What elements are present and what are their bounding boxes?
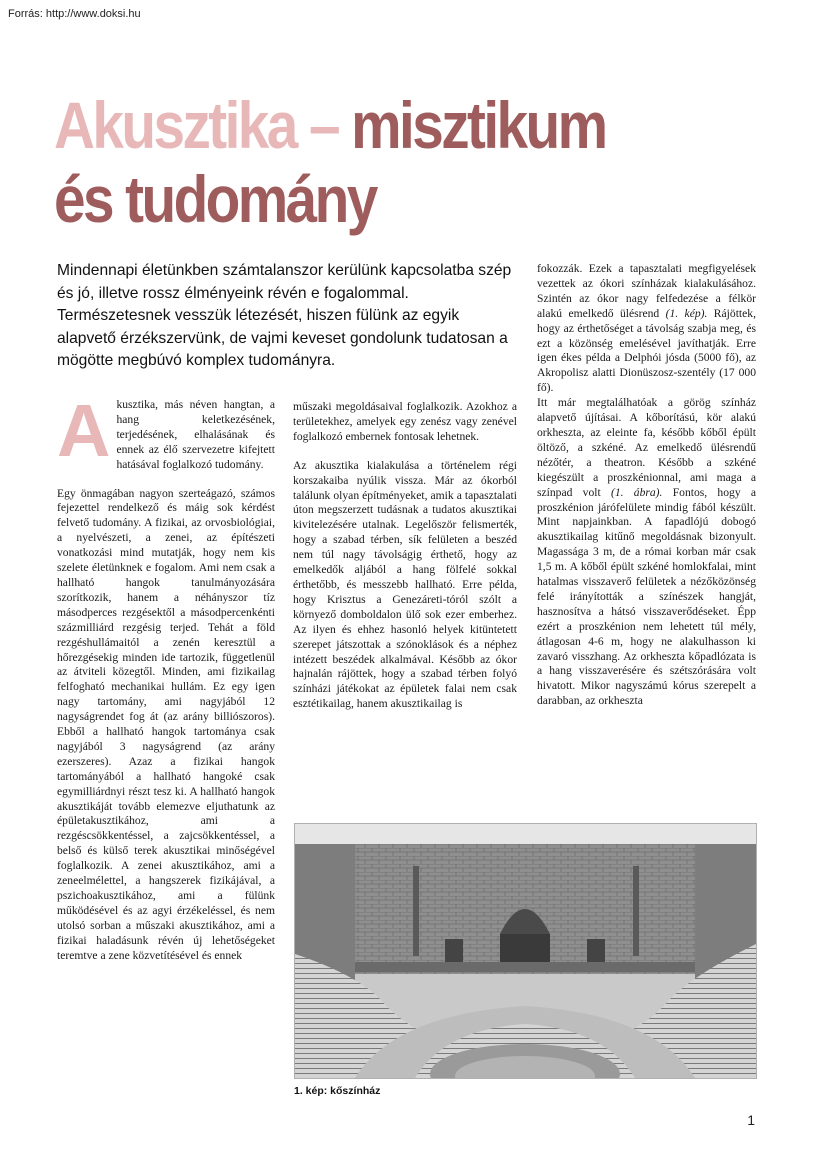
- drop-cap: A: [57, 389, 111, 472]
- title-line-2: és tudomány: [54, 162, 376, 236]
- theatre-photo: [294, 823, 757, 1079]
- source-credit: Forrás: http://www.doksi.hu: [8, 8, 141, 20]
- col2-paragraph-2: Az akusztika kialakulása a történelem régi korszakaiba nyúlik vissza. Már az ókorból találunk olyan építményeket, amik a tapasztalati úton megszerzett tudásnak a tudatos akusztikai kivitelezésére utalnak. Legelőször felismerték, hogy a szabad térben, sík felületen a beszéd nem túl nagy távolságig érthető, hogy az emelkedők aljából a hang fölfelé sokkal érthetőbb, és messzebb hallható. Erre példa, hogy Krisztus a Genezáreti-tóról szólt a környező domboldalon ülő sok ezer emberhez. Az ilyen és ehhez hasonló helyek kitüntetett szerepet játszottak a szónoklások és a néphez intézett beszédek alkalmával. Később az ókor hajnalán rájöttek, hogy a szabad térben folyó színházi játékokat az épületek falai nem csak esztétikailag, hanem akusztikailag is: [293, 458, 517, 711]
- page-number: 1: [747, 1112, 755, 1128]
- theatre-photo-illustration: [295, 824, 756, 1078]
- column-1: [57, 389, 275, 964]
- col3-p1-text-b: Rájöttek, hogy az érthetőséget a távolság szabja meg, és ezt a közönség emelésével javíthatják. Erre igen ékes példa a Delphói jósda (5000 fő), az Akropolisz alatti Dionüszosz-szentély (17 000 fő).: [537, 306, 756, 395]
- title-line-1: [54, 88, 673, 162]
- title-part-1: Akusztika –: [54, 88, 352, 162]
- title-part-2: misztikum: [351, 88, 606, 162]
- col3-p1-text-a: fokozzák. Ezek a tapasztalati megfigyelések vezettek az ókori színházak kialakulásához. Szintén az ókor nagy felfedezése a félkör alakú emelkedő ülésrend: [537, 262, 756, 320]
- article-title: [54, 88, 673, 236]
- photo-caption: 1. kép: kőszínház: [294, 1085, 381, 1097]
- figure-reference-photo: (1. kép).: [665, 306, 708, 320]
- col3-paragraph-1: [537, 262, 756, 396]
- col2-paragraph-1: műszaki megoldásaival foglalkozik. Azokhoz a területekhez, amelyek egy zenész vagy zenével foglalkozó embernek fontosak lehetnek.: [293, 400, 517, 443]
- col3-p2-text-b: Fontos, hogy a proszkénion járófelülete mindig fából készült. Mint napjainkban. A fapadlójú dobogó akusztikailag kitűnő megoldásnak bizonyult. Magassága 3 m, de a római korban már csak 1,5 m. A kőből épült szkéné homlokfalai, mint hatalmas visszaverő felületek a nézőközönség felé irányították a színészek hangját, hasznosítva a hátsó visszaverődéseket. Épp ezért a proszkénion nem lehetett túl mély, átlagosan 4-6 m, hogy ne alakulhasson ki zavaró visszhang. Az orkheszta kőpadlózata is a hang visszaverésére és szétszórására volt hivatott. Mikor nagyszámú kórus szerepelt a darabban, az orkheszta: [537, 485, 757, 708]
- col3-paragraph-2: [537, 396, 756, 709]
- col1-paragraph-2: Egy önmagában nagyon szerteágazó, számos fejezettel rendelkező és máig sok kérdést felvető tudomány. A fizikai, az orvosbiológiai, a nyelvészeti, a zenei, az építészeti vonatkozási mind mutatják, hogy nem kis szelete életünknek e fogalom. Ami nem csak a hallható hangok tanulmányozására szorítkozik, hanem a néhányszor tíz másodperces rezgésektől a másodpercenkénti százmilliárd rezgésig terjed. Tehát a föld rezgéshullámaitól a zenén keresztül a hőrezgésekig minden ide tartozik, függetlenül az átviteli közegtől. Minden, ami fizikailag felfogható mechanikai hullám. Ez egy igen nagy tartomány, ami nagyjából 12 nagyságrendet fog át (az arány billiószoros). Ebből a hallható hangok tartománya csak nagyjából 3 nagyságrend (az arány ezerszeres). Azaz a fizikai hangok tartományából a hallható hangoké csak egymilliárdnyi részt tesz ki. A hallható hangok akusztikáját tovább elemezve eljuthatunk az épületakusztikához, ami a rezgéscsökkentéssel, a zajcsökkentéssel, a belső és külső terek akusztikai minőségével foglalkozik. A zenei akusztikához, ami a zeneelmélettel, a hangszerek fizikájával, a pszichoakusztikához, ami a fülünk működésével és az agyi érzékeléssel, és nem utolsó sorban a műszaki akusztikához, ami a fizikai haladásunk révén új lehetőségeket teremtve a zene közvetítésével és ennek: [57, 486, 275, 962]
- col3-p2-text-a: Itt már megtalálhatóak a görög színház alapvető újításai. A kőborítású, kör alakú orkheszta, az eleinte fa, később kőből épült öltöző, a szkéné. Az emelkedő ülésrendű nézőtér, a theatron. Később a szkéné kiegészült a proszkénionnal, ami maga a színpad volt: [537, 396, 756, 499]
- col1-paragraph-1-text: kusztika, más néven hangtan, a hang keletkezésének, terjedésének, elhalásának és ennek az élő szervezetre kifejtett hatásával foglalkozó tudomány.: [116, 398, 275, 471]
- col1-paragraph-1: [57, 389, 275, 473]
- column-2: [293, 400, 517, 712]
- lead-paragraph: Mindennapi életünkben számtalanszor kerülünk kapcsolatba szép és jó, illetve rossz élményeink révén e fogalommal. Természetesnek vesszük létezését, hiszen fülünk az egyik alapvető érzékszervünk, de vajmi keveset gondolunk tudatosan a mögötte megbúvó komplex tudományra.: [57, 262, 512, 369]
- figure-reference-diagram: (1. ábra).: [610, 485, 663, 499]
- column-3: [537, 262, 756, 709]
